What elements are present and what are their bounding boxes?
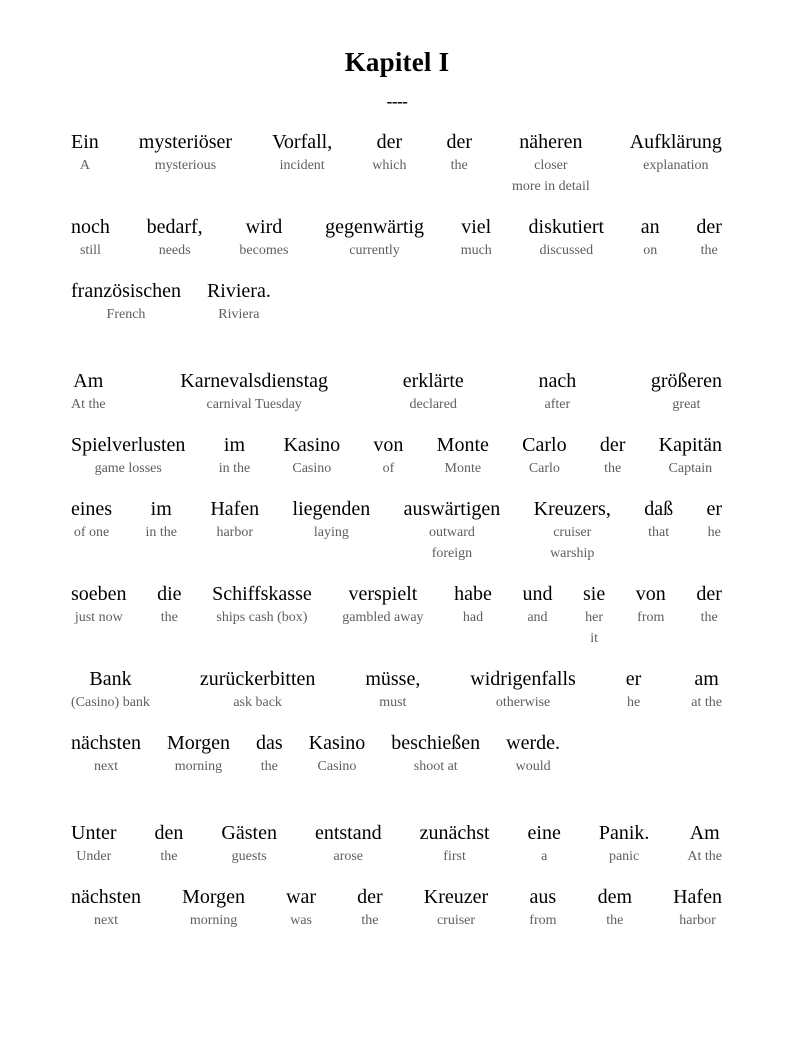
source-word: widrigenfalls [470,668,576,690]
gloss-translation: the [604,461,622,476]
gloss-translation: the [260,759,278,774]
gloss-translation: just now [74,610,123,625]
interlinear-word-pair [636,582,666,628]
interlinear-word-pair [239,215,288,261]
source-word: der [599,434,626,456]
source-word: werde. [506,732,561,754]
gloss-translation: gambled away [342,610,424,625]
source-word: auswärtigen [403,498,501,520]
interlinear-word-pair [522,433,566,479]
gloss-translation: next [93,759,119,774]
interlinear-word-pair [372,130,406,176]
gloss-translation: he [626,695,641,710]
gloss-translation: in the [218,461,251,476]
source-word: Kapitän [658,434,722,456]
interlinear-paragraph [71,369,723,777]
gloss-translation: great [672,397,701,412]
source-word: bedarf, [146,216,203,238]
source-word: dem [597,886,633,908]
interlinear-line [71,582,722,649]
source-word: Vorfall, [272,131,333,153]
page-title: Kapitel I [344,47,450,77]
gloss-translation: on [643,243,658,258]
gloss-translation: arose [333,849,364,864]
interlinear-line [71,885,722,931]
gloss-translation: becomes [239,243,289,258]
source-word: näheren [519,131,583,153]
interlinear-line [71,667,722,713]
gloss-translation: the [160,610,178,625]
source-word: der [357,886,383,908]
gloss-translation: the [700,610,718,625]
gloss-translation: otherwise [495,695,551,710]
source-word: Riviera. [206,280,271,302]
interlinear-word-pair [145,497,177,543]
gloss-translation: from [529,913,557,928]
gloss-translation: At the [71,397,106,412]
gloss-translation: foreign [431,546,473,561]
interlinear-word-pair [272,130,332,176]
source-word: verspielt [348,583,418,605]
gloss-translation: mysterious [154,158,217,173]
source-word: Bank [89,668,132,690]
source-word: der [376,131,403,153]
interlinear-word-pair [600,433,626,479]
interlinear-word-pair [522,582,552,628]
interlinear-word-pair [506,731,560,777]
source-word: Kreuzers, [533,498,611,520]
interlinear-word-pair [283,433,340,479]
source-word: an [640,216,660,238]
interlinear-word-pair [512,130,590,197]
source-word: zurückerbitten [199,668,316,690]
gloss-translation: more in detail [511,179,590,194]
interlinear-word-pair [212,582,312,628]
source-word: habe [454,583,492,605]
source-word: müsse, [365,668,421,690]
gloss-translation: the [606,913,624,928]
interlinear-word-pair [71,433,185,479]
interlinear-word-pair [167,731,230,777]
gloss-translation: shoot at [413,759,458,774]
interlinear-word-pair [391,731,480,777]
interlinear-word-pair [325,215,424,261]
gloss-translation: must [379,695,407,710]
source-word: Carlo [522,434,567,456]
source-word: viel [461,216,492,238]
interlinear-line [71,279,722,325]
interlinear-word-pair [706,497,722,543]
gloss-translation: At the [687,849,722,864]
gloss-translation: was [290,913,312,928]
interlinear-word-pair [157,582,181,628]
interlinear-word-pair [529,885,556,931]
interlinear-word-pair [210,497,259,543]
source-word: liegenden [292,498,371,520]
interlinear-word-pair [207,279,271,325]
source-word: eines [71,498,113,520]
interlinear-line [71,130,722,197]
interlinear-word-pair [200,667,316,713]
source-word: Morgen [166,732,230,754]
gloss-translation: the [450,158,468,173]
source-word: Schiffskasse [212,583,312,605]
interlinear-word-pair [71,582,127,628]
source-word: Karnevalsdienstag [180,370,329,392]
interlinear-word-pair [424,885,488,931]
gloss-translation: from [637,610,665,625]
source-word: war [286,886,317,908]
interlinear-word-pair [256,731,283,777]
interlinear-word-pair [529,215,605,261]
source-word: Am [689,822,720,844]
source-word: von [373,434,404,456]
gloss-translation: harbor [679,913,716,928]
interlinear-word-pair [659,433,722,479]
interlinear-word-pair [446,130,472,176]
source-word: nächsten [71,732,141,754]
source-word: sie [583,583,606,605]
interlinear-word-pair [644,497,673,543]
gloss-translation: that [648,525,670,540]
interlinear-word-pair [139,130,232,176]
source-word: im [150,498,172,520]
interlinear-word-pair [357,885,383,931]
interlinear-word-pair [373,433,403,479]
source-word: Spielverlusten [71,434,186,456]
interlinear-word-pair [219,433,251,479]
interlinear-word-pair [71,215,110,261]
gloss-translation: morning [174,759,223,774]
gloss-translation: ships cash (box) [216,610,308,625]
gloss-translation: and [527,610,548,625]
source-word: der [696,216,722,238]
interlinear-line [71,215,722,261]
interlinear-word-pair [630,130,722,176]
interlinear-word-pair [315,821,382,867]
gloss-translation: the [361,913,379,928]
interlinear-word-pair [598,885,632,931]
source-word: daß [644,498,674,520]
gloss-translation: game losses [94,461,162,476]
interlinear-word-pair [71,369,106,415]
interlinear-word-pair [673,885,722,931]
interlinear-word-pair [404,497,501,564]
source-word: die [157,583,182,605]
source-word: das [255,732,283,754]
interlinear-word-pair [461,215,492,261]
interlinear-line [71,497,722,564]
interlinear-word-pair [599,821,650,867]
source-word: nächsten [71,886,141,908]
interlinear-word-pair [641,215,660,261]
source-word: Kasino [308,732,366,754]
gloss-translation: A [79,158,90,173]
interlinear-word-pair [71,279,181,325]
gloss-translation: the [700,243,718,258]
source-word: noch [71,216,110,238]
interlinear-word-pair [583,582,605,649]
gloss-translation: in the [145,525,177,540]
source-word: wird [245,216,283,238]
source-word: französischen [71,280,181,302]
gloss-translation: still [79,243,101,258]
interlinear-word-pair [696,582,722,628]
interlinear-word-pair [420,821,490,867]
source-word: Monte [436,434,489,456]
gloss-translation: after [544,397,571,412]
source-word: soeben [71,583,127,605]
gloss-translation: Casino [292,461,332,476]
interlinear-word-pair [71,130,99,176]
source-word: der [446,131,472,153]
source-word: den [154,822,184,844]
interlinear-line [71,433,722,479]
gloss-translation: warship [550,546,595,561]
interlinear-word-pair [534,497,611,564]
interlinear-word-pair [71,731,141,777]
source-word: Kreuzer [423,886,489,908]
interlinear-word-pair [454,582,492,628]
gloss-translation: harbor [216,525,254,540]
interlinear-word-pair [651,369,722,415]
interlinear-paragraph [71,130,723,325]
source-word: diskutiert [528,216,605,238]
interlinear-word-pair [403,369,464,415]
gloss-translation: guests [231,849,267,864]
interlinear-word-pair [221,821,277,867]
source-word: nach [538,370,577,392]
gloss-translation: Monte [444,461,482,476]
interlinear-paragraph [71,821,723,931]
gloss-translation: next [93,913,119,928]
source-word: Kasino [283,434,341,456]
source-word: entstand [314,822,382,844]
interlinear-word-pair [687,821,722,867]
source-word: Hafen [673,886,722,908]
gloss-translation: of one [73,525,110,540]
source-word: Morgen [182,886,246,908]
gloss-translation: he [707,525,721,540]
source-word: Aufklärung [629,131,722,153]
gloss-translation: would [515,759,551,774]
source-word: Ein [71,131,99,153]
source-word: aus [529,886,557,908]
source-word: Unter [71,822,117,844]
gloss-translation: carnival Tuesday [206,397,302,412]
interlinear-word-pair [470,667,576,713]
gloss-translation: outward [429,525,475,540]
source-word: der [696,583,722,605]
gloss-translation: her [585,610,604,625]
gloss-translation: laying [313,525,349,540]
gloss-translation: morning [189,913,238,928]
gloss-translation: currently [349,243,400,258]
source-word: Hafen [210,498,260,520]
interlinear-word-pair [293,497,371,543]
interlinear-word-pair [71,821,117,867]
gloss-translation: had [462,610,484,625]
interlinear-word-pair [538,369,576,415]
gloss-translation: discussed [539,243,594,258]
interlinear-word-pair [696,215,722,261]
interlinear-word-pair [626,667,642,713]
source-word: und [522,583,553,605]
gloss-translation: first [443,849,466,864]
gloss-translation: Riviera [218,307,260,322]
gloss-translation: which [372,158,407,173]
gloss-translation: (Casino) bank [71,695,150,710]
source-word: größeren [650,370,722,392]
gloss-translation: Casino [317,759,357,774]
interlinear-word-pair [71,667,150,713]
interlinear-line [71,821,722,867]
source-word: mysteriöser [138,131,233,153]
interlinear-word-pair [437,433,489,479]
gloss-translation: needs [158,243,191,258]
source-word: eine [527,822,561,844]
source-word: er [706,498,722,520]
interlinear-word-pair [342,582,423,628]
interlinear-word-pair [365,667,420,713]
gloss-translation: Under [76,849,112,864]
interlinear-word-pair [180,369,328,415]
gloss-translation: Carlo [528,461,560,476]
gloss-translation: declared [409,397,457,412]
title-divider: ---- [386,92,408,111]
source-word: Gästen [221,822,277,844]
gloss-translation: of [382,461,395,476]
gloss-translation: a [541,849,548,864]
gloss-translation: incident [279,158,325,173]
source-word: im [223,434,246,456]
gloss-translation: ask back [233,695,282,710]
source-word: von [635,583,666,605]
gloss-translation: closer [534,158,568,173]
interlinear-word-pair [691,667,722,713]
source-word: Am [73,370,104,392]
gloss-translation: at the [691,695,722,710]
source-word: zunächst [419,822,490,844]
source-word: beschießen [391,732,481,754]
interlinear-word-pair [71,885,141,931]
source-word: er [625,668,642,690]
interlinear-word-pair [147,215,203,261]
interlinear-word-pair [71,497,112,543]
gloss-translation: the [160,849,178,864]
gloss-translation: panic [608,849,640,864]
source-word: gegenwärtig [325,216,424,238]
source-word: am [694,668,719,690]
interlinear-word-pair [309,731,366,777]
interlinear-word-pair [286,885,316,931]
gloss-translation: it [590,631,598,646]
gloss-translation: French [106,307,146,322]
interlinear-word-pair [528,821,561,867]
gloss-translation: Captain [668,461,713,476]
interlinear-line [71,731,722,777]
source-word: erklärte [402,370,464,392]
interlinear-line [71,369,722,415]
gloss-translation: cruiser [436,913,476,928]
interlinear-word-pair [155,821,184,867]
interlinear-body [71,130,723,931]
interlinear-word-pair [182,885,245,931]
gloss-translation: much [460,243,492,258]
source-word: Panik. [598,822,650,844]
gloss-translation: cruiser [553,525,592,540]
gloss-translation: explanation [643,158,709,173]
